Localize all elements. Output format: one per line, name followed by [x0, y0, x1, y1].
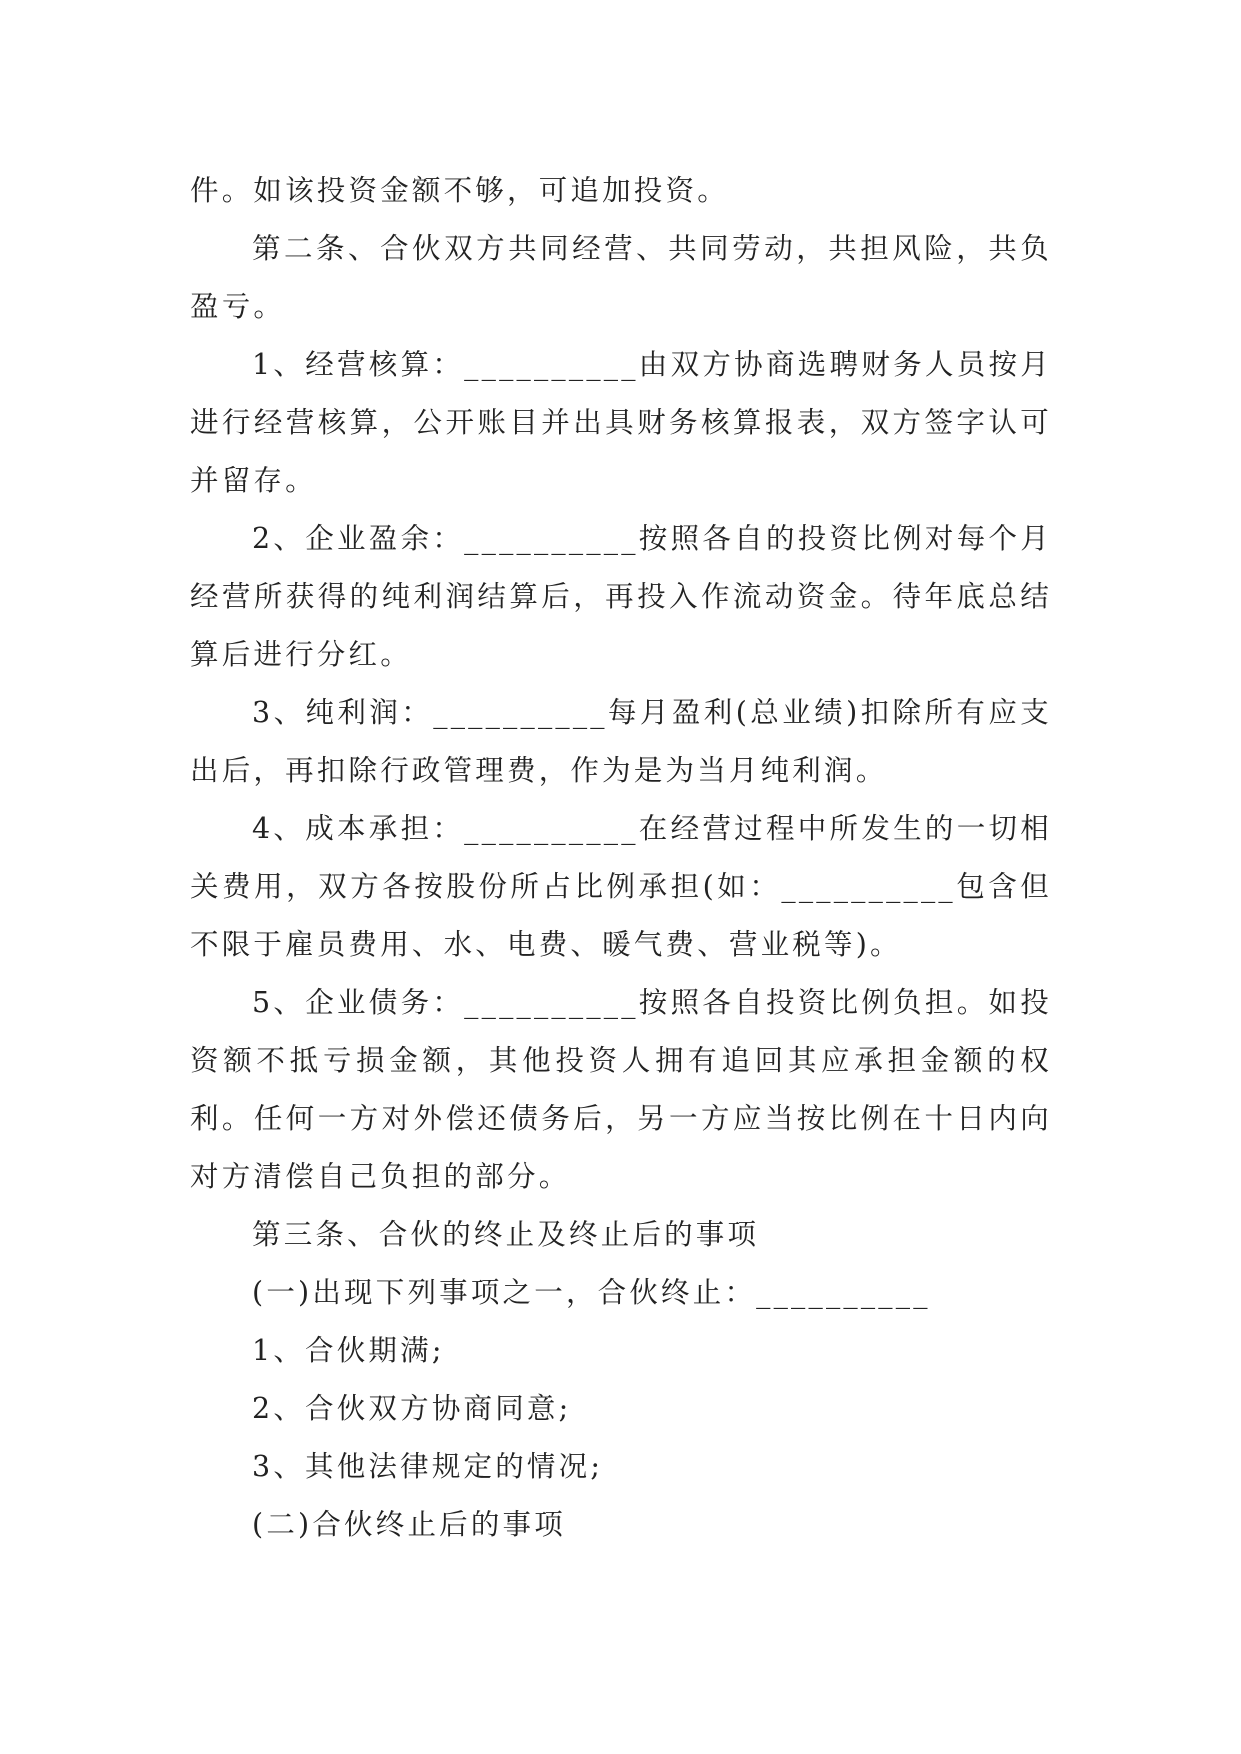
list-item-other-legal: 3、其他法律规定的情况;	[252, 1450, 604, 1483]
paragraph-item-cost: 4、成本承担：__________在经营过程中所发生的一切相关费用，双方各按股份所占比例承担(如：__________包含但不限于雇员费用、水、电费、暖气费、营业税等)。	[190, 812, 1052, 961]
list-item-mutual-agreement: 2、合伙双方协商同意;	[252, 1392, 572, 1425]
paragraph-item-net-profit: 3、纯利润：__________每月盈利(总业绩)扣除所有应支出后，再扣除行政管理费，作为是为当月纯利润。	[190, 696, 1052, 787]
paragraph-item-debt: 5、企业债务：__________按照各自投资比例负担。如投资额不抵亏损金额，其他投资人拥有追回其应承担金额的权利。任何一方对外偿还债务后，另一方应当按比例在十日内向对方清偿自己负担的部分。	[190, 986, 1052, 1193]
document-body	[190, 162, 1052, 1554]
paragraph-termination-conditions: (一)出现下列事项之一，合伙终止：__________	[252, 1276, 931, 1309]
list-item-term-expired: 1、合伙期满;	[252, 1334, 445, 1367]
paragraph-item-accounting: 1、经营核算：__________由双方协商选聘财务人员按月进行经营核算，公开账目并出具财务核算报表，双方签字认可并留存。	[190, 348, 1052, 497]
paragraph-continuation: 件。如该投资金额不够，可追加投资。	[190, 174, 729, 207]
paragraph-article-3: 第三条、合伙的终止及终止后的事项	[252, 1218, 760, 1251]
paragraph-item-surplus: 2、企业盈余：__________按照各自的投资比例对每个月经营所获得的纯利润结算后，再投入作流动资金。待年底总结算后进行分红。	[190, 522, 1052, 671]
paragraph-article-2: 第二条、合伙双方共同经营、共同劳动，共担风险，共负盈亏。	[190, 232, 1052, 323]
paragraph-post-termination: (二)合伙终止后的事项	[252, 1508, 566, 1541]
